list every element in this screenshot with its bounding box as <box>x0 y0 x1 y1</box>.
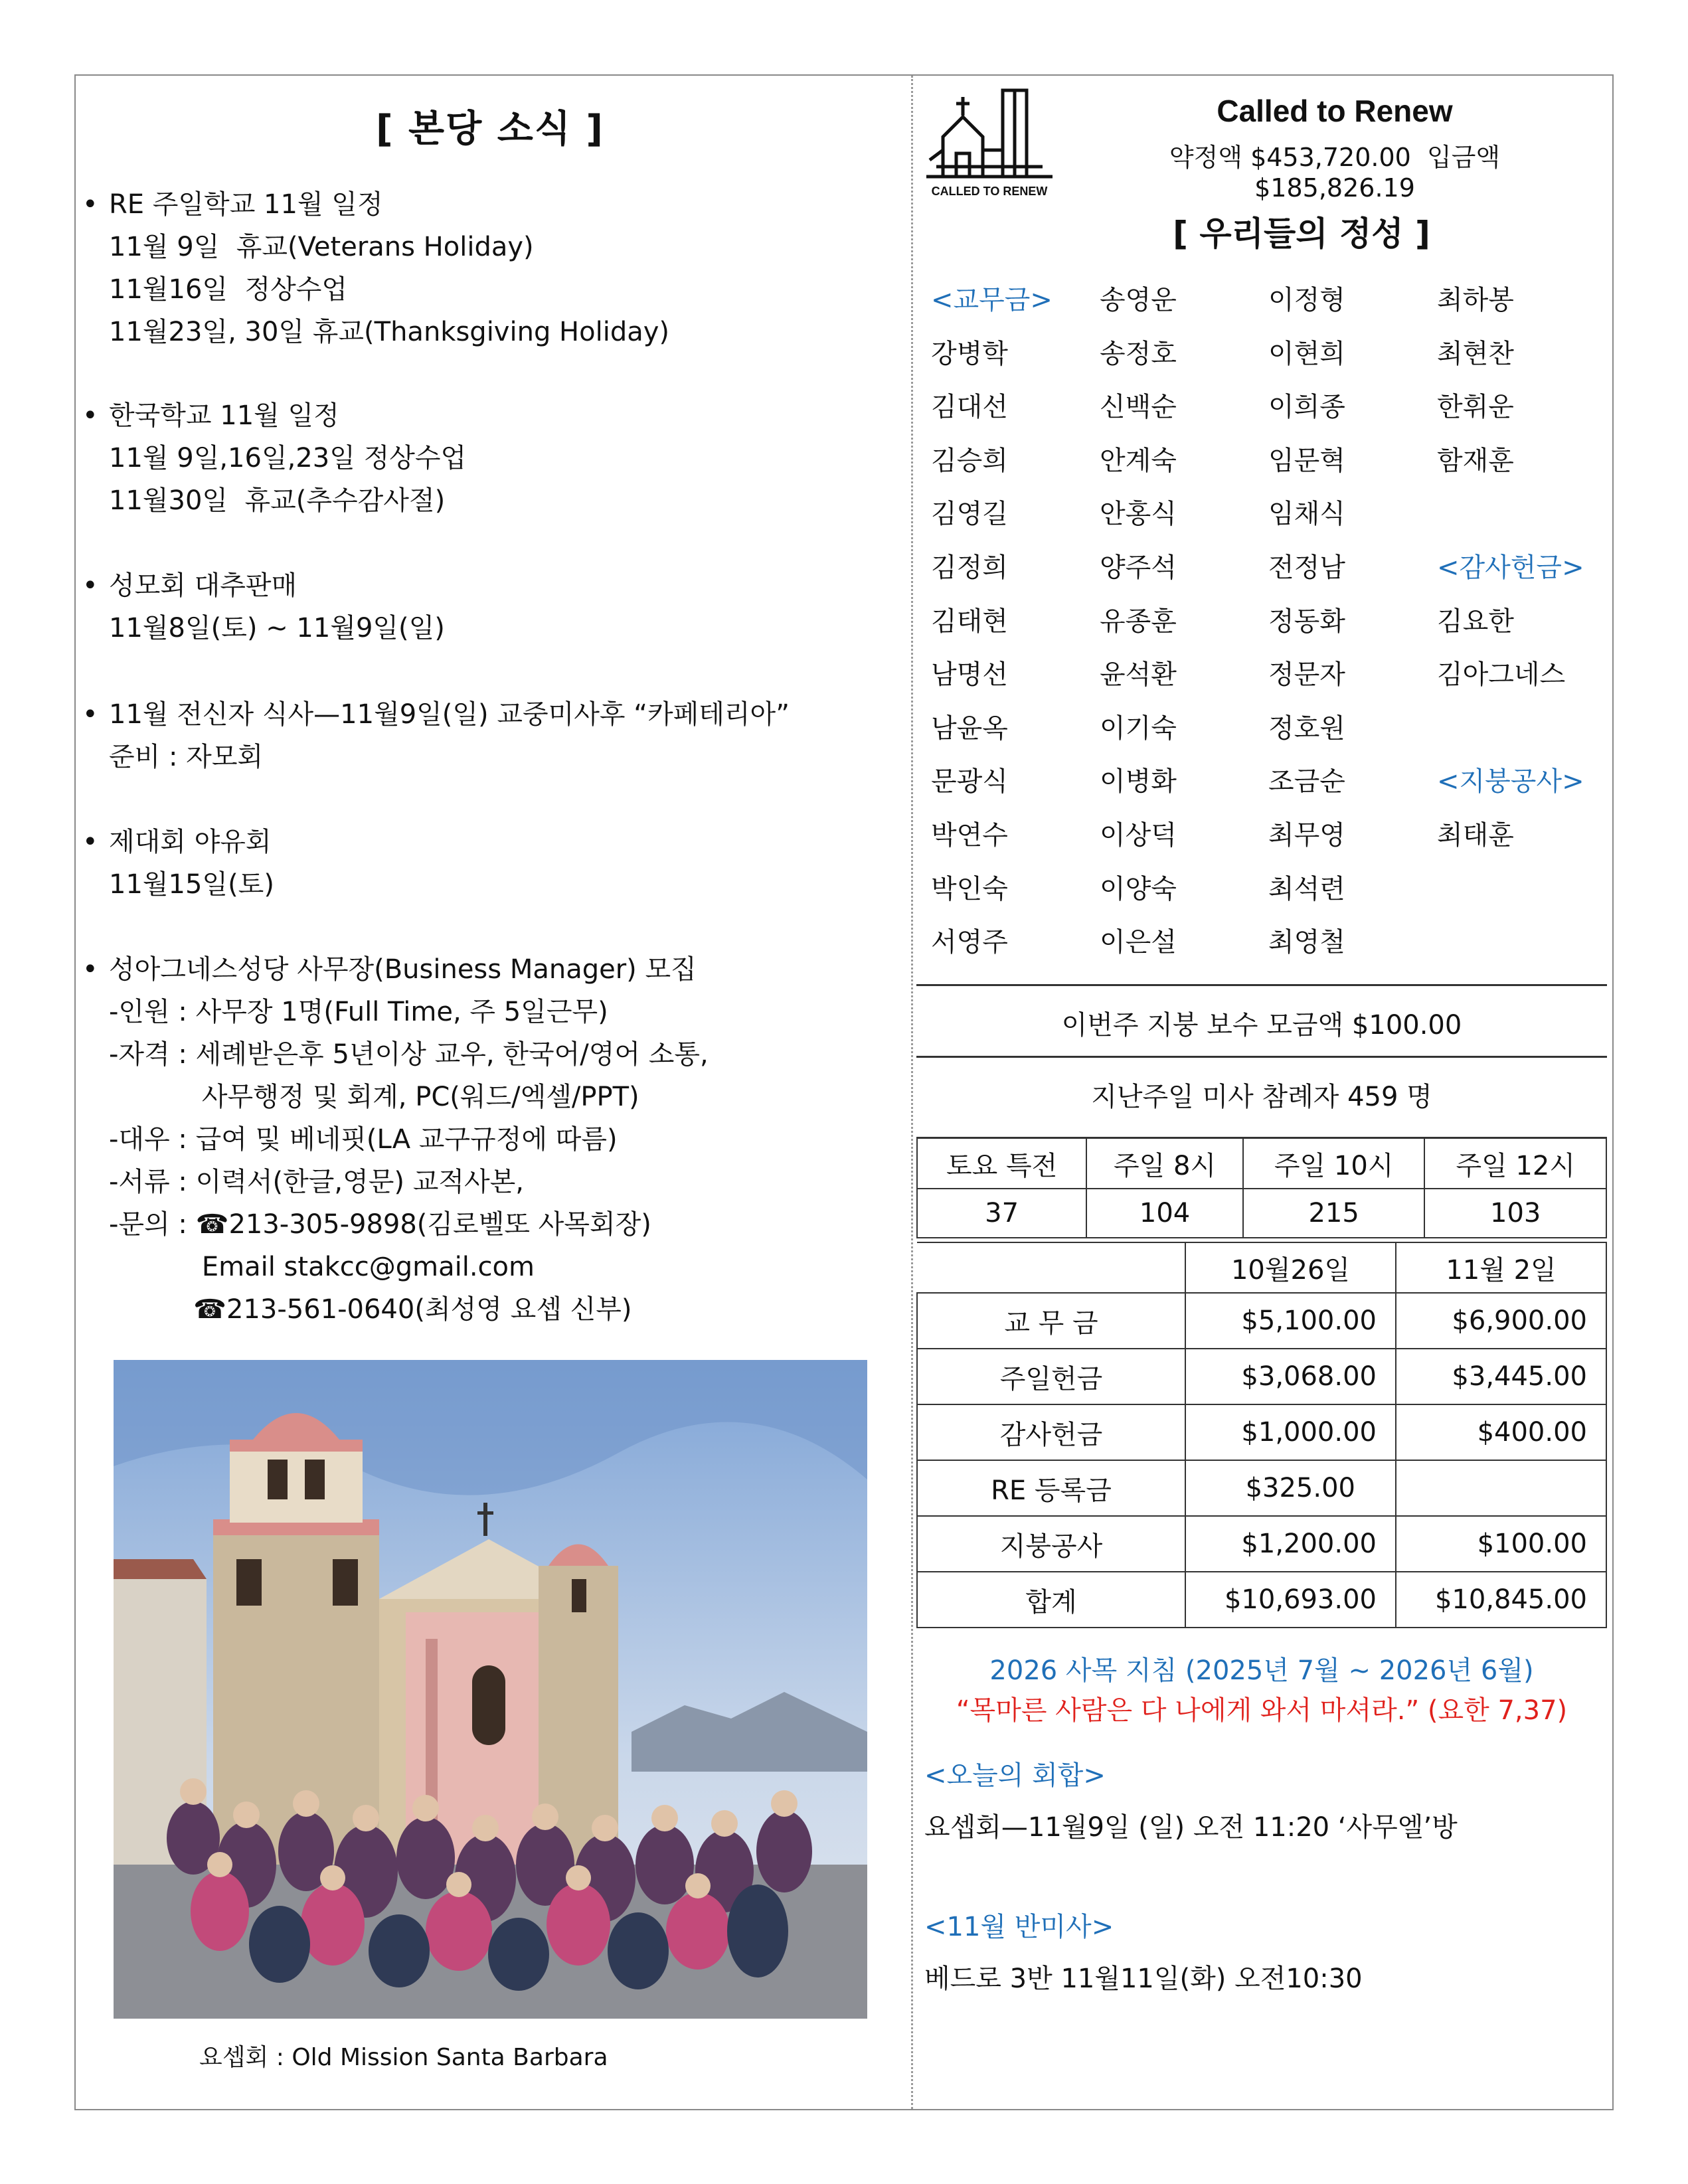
today-meeting-text: 요셉회—11월9일 (일) 오전 11:20 ‘사무엘’방 <box>924 1812 1458 1843</box>
finance-amount: $5,100.00 <box>1185 1293 1396 1349</box>
news-item-line: -문의 : ☎213-305-9898(김로벨또 사목회장) <box>109 1209 651 1240</box>
news-item-parish-meal <box>78 693 895 778</box>
finance-corner <box>917 1242 1185 1293</box>
news-item-line: -서류 : 이력서(한글,영문) 교적사본, <box>109 1167 525 1197</box>
paid-label: 입금액 <box>1427 143 1501 172</box>
donor-row <box>931 333 1608 386</box>
finance-row-label: 주일헌금 <box>917 1349 1185 1404</box>
paid-amount: $185,826.19 <box>1254 173 1415 203</box>
banmisa-heading: <11월 반미사> <box>924 1912 1114 1942</box>
parish-news-title: [ 본당 소식 ] <box>375 108 605 151</box>
donor-name: 함재훈 <box>1437 445 1514 476</box>
finance-amount: $325.00 <box>1185 1460 1396 1516</box>
donor-row <box>931 386 1608 440</box>
pastoral-guideline-heading: 2026 사목 지침 (2025년 7월 ~ 2026년 6월) <box>989 1655 1534 1686</box>
donor-row <box>931 707 1608 761</box>
news-item-business-manager <box>78 948 895 1331</box>
donor-name: 김아그네스 <box>1437 659 1566 691</box>
finance-date-header: 11월 2일 <box>1396 1242 1606 1293</box>
logo-wordmark: CALLED TO RENEW <box>931 185 1048 198</box>
donor-name: 이현희 <box>1268 338 1345 369</box>
donor-name: 최석련 <box>1268 873 1345 904</box>
donor-name: 정호원 <box>1268 713 1345 744</box>
banmisa-text: 베드로 3반 11월11일(화) 오전10:30 <box>924 1964 1363 1994</box>
finance-row-label: 지붕공사 <box>917 1516 1185 1572</box>
news-item-line: 11월8일(토) ~ 11월9일(일) <box>109 613 445 643</box>
called-to-renew-logo <box>923 84 1056 203</box>
donor-name <box>1437 707 1606 761</box>
finance-date-header: 10월26일 <box>1185 1242 1396 1293</box>
finance-amount: $10,845.00 <box>1396 1572 1606 1628</box>
finance-amount <box>1396 1460 1606 1516</box>
news-item-korean-school <box>78 394 895 522</box>
mass-count: 103 <box>1424 1189 1606 1238</box>
donor-name: 박연수 <box>931 819 1008 851</box>
mass-header: 토요 특전 <box>917 1138 1086 1189</box>
finance-amount: $3,445.00 <box>1396 1349 1606 1404</box>
news-item-line: 11월15일(토) <box>109 869 274 900</box>
news-item-date-sale <box>78 564 895 649</box>
donor-row <box>931 493 1608 546</box>
rule <box>916 1056 1607 1058</box>
donor-name: 이기숙 <box>1100 713 1177 744</box>
finance-row-label: 합계 <box>917 1572 1185 1628</box>
news-item-line: 11월30일 휴교(추수감사절) <box>109 485 446 516</box>
news-item-line: 11월23일, 30일 휴교(Thanksgiving Holiday) <box>109 317 670 347</box>
mass-header: 주일 8시 <box>1086 1138 1243 1189</box>
donor-name: 강병학 <box>931 338 1008 369</box>
donor-name: 최하봉 <box>1437 285 1514 315</box>
donor-name: 안계숙 <box>1100 445 1177 476</box>
donor-name: 김대선 <box>931 392 1008 423</box>
photo-caption: 요셉회 : Old Mission Santa Barbara <box>199 2044 608 2071</box>
donor-row <box>931 814 1608 868</box>
donor-name-grid <box>931 279 1608 975</box>
donor-name: 서영주 <box>931 927 1008 958</box>
donor-name: 정문자 <box>1268 659 1345 691</box>
today-meeting-heading: <오늘의 회합> <box>924 1760 1106 1791</box>
donor-name: 송영운 <box>1100 285 1177 315</box>
donor-row <box>931 760 1608 814</box>
donor-row <box>931 279 1608 333</box>
donor-name: 남윤옥 <box>931 713 1008 744</box>
donor-name: 김정희 <box>931 552 1008 583</box>
donor-name: 최영철 <box>1268 927 1345 958</box>
mass-count: 215 <box>1243 1189 1425 1238</box>
news-item-heading: • 제대회 야유회 <box>78 821 895 863</box>
mass-header: 주일 10시 <box>1243 1138 1425 1189</box>
finance-amount: $6,900.00 <box>1396 1293 1606 1349</box>
news-item-line: ☎213-561-0640(최성영 요셉 신부) <box>109 1294 632 1325</box>
donor-row <box>931 600 1608 654</box>
finance-amount: $3,068.00 <box>1185 1349 1396 1404</box>
donor-name: 안홍식 <box>1100 499 1177 530</box>
news-item-line: 11월 9일 휴교(Veterans Holiday) <box>109 232 534 262</box>
donor-name: 유종훈 <box>1100 606 1177 637</box>
news-item-line: -인원 : 사무장 1명(Full Time, 주 5일근무) <box>109 997 608 1027</box>
campaign-title: Called to Renew <box>1217 94 1453 128</box>
donor-name: 김승희 <box>931 445 1008 476</box>
finance-row-label: 감사헌금 <box>917 1404 1185 1460</box>
donor-name: 윤석환 <box>1100 659 1177 691</box>
news-item-line: 준비 : 자모회 <box>109 742 264 772</box>
donor-name: 남명선 <box>931 659 1008 691</box>
donor-name: 정동화 <box>1268 606 1345 637</box>
donor-name: 한휘운 <box>1437 392 1514 423</box>
news-item-heading: • RE 주일학교 11월 일정 <box>78 183 895 226</box>
pledge-label: 약정액 <box>1169 143 1242 172</box>
offering-category-label: <지붕공사> <box>1437 766 1584 798</box>
donor-name <box>1437 493 1606 546</box>
news-item-heading: • 성모회 대추판매 <box>78 564 895 607</box>
finance-table <box>916 1242 1607 1628</box>
news-item-heading: • 한국학교 11월 일정 <box>78 394 895 437</box>
news-item-line: 11월 9일,16일,23일 정상수업 <box>109 443 467 473</box>
finance-amount: $1,200.00 <box>1185 1516 1396 1572</box>
news-item-heading: • 11월 전신자 식사—11월9일(일) 교중미사후 “카페테리아” <box>78 693 895 736</box>
donor-row <box>931 440 1608 493</box>
donor-name: 김태현 <box>931 606 1008 637</box>
donor-name: 전정남 <box>1268 552 1345 583</box>
donor-name: 신백순 <box>1100 392 1177 423</box>
mass-attendance-table <box>916 1137 1607 1238</box>
news-item-heading: • 성아그네스성당 사무장(Business Manager) 모집 <box>78 948 895 991</box>
news-item-line: 11월16일 정상수업 <box>109 274 348 305</box>
news-item-altar-picnic <box>78 821 895 906</box>
finance-amount: $100.00 <box>1396 1516 1606 1572</box>
group-photo <box>114 1360 867 2019</box>
donor-name: 이양숙 <box>1100 873 1177 904</box>
donor-name: 문광식 <box>931 766 1008 798</box>
donor-row <box>931 921 1608 975</box>
rule <box>916 984 1607 986</box>
donor-name: 임문혁 <box>1268 445 1345 476</box>
donor-name: 박인숙 <box>931 873 1008 904</box>
mass-count: 37 <box>917 1189 1086 1238</box>
finance-row-label: RE 등록금 <box>917 1460 1185 1516</box>
donor-name: 최무영 <box>1268 819 1345 851</box>
campaign-amounts <box>1089 137 1580 203</box>
donor-name: 이정형 <box>1268 285 1345 315</box>
mass-header: 주일 12시 <box>1424 1138 1606 1189</box>
donor-row <box>931 653 1608 707</box>
column-divider <box>911 76 913 2109</box>
news-item-line: -대우 : 급여 및 베네핏(LA 교구규정에 따름) <box>109 1124 618 1155</box>
donor-name: 김영길 <box>931 499 1008 530</box>
donor-name: 이병화 <box>1100 766 1177 798</box>
donor-name: 김요한 <box>1437 606 1514 637</box>
donor-name <box>1437 921 1606 975</box>
donor-row <box>931 546 1608 600</box>
attendance-summary: 지난주일 미사 참례자 459 명 <box>1091 1082 1432 1112</box>
news-item-line: -자격 : 세례받은후 5년이상 교우, 한국어/영어 소통, <box>109 1039 709 1070</box>
offerings-title: [ 우리들의 정성 ] <box>1173 214 1430 253</box>
mass-count: 104 <box>1086 1189 1243 1238</box>
news-item-line: Email stakcc@gmail.com <box>109 1252 535 1282</box>
finance-amount: $10,693.00 <box>1185 1572 1396 1628</box>
finance-amount: $400.00 <box>1396 1404 1606 1460</box>
donor-name: 송정호 <box>1100 338 1177 369</box>
pledge-amount: $453,720.00 <box>1250 143 1411 172</box>
finance-amount: $1,000.00 <box>1185 1404 1396 1460</box>
donor-name: 조금순 <box>1268 766 1345 798</box>
donor-name: 이상덕 <box>1100 819 1177 851</box>
offering-category-label: <감사헌금> <box>1437 552 1584 583</box>
donor-name <box>1437 868 1606 922</box>
news-item-line: 사무행정 및 회계, PC(워드/엑셀/PPT) <box>109 1082 639 1112</box>
finance-row-label: 교 무 금 <box>917 1293 1185 1349</box>
news-item-re-school <box>78 183 895 353</box>
donor-name: 최현찬 <box>1437 338 1514 369</box>
pastoral-guideline-quote: “목마른 사람은 다 나에게 와서 마셔라.” (요한 7,37) <box>956 1695 1568 1726</box>
donor-name: 임채식 <box>1268 499 1345 530</box>
donor-name: 이은설 <box>1100 927 1177 958</box>
donor-row <box>931 868 1608 922</box>
offering-category-label: <교무금> <box>931 285 1053 315</box>
donor-name: 최태훈 <box>1437 819 1514 851</box>
donor-name: 이희종 <box>1268 392 1345 423</box>
donor-name: 양주석 <box>1100 552 1177 583</box>
roof-fund-total: 이번주 지붕 보수 모금액 $100.00 <box>1061 1010 1462 1041</box>
